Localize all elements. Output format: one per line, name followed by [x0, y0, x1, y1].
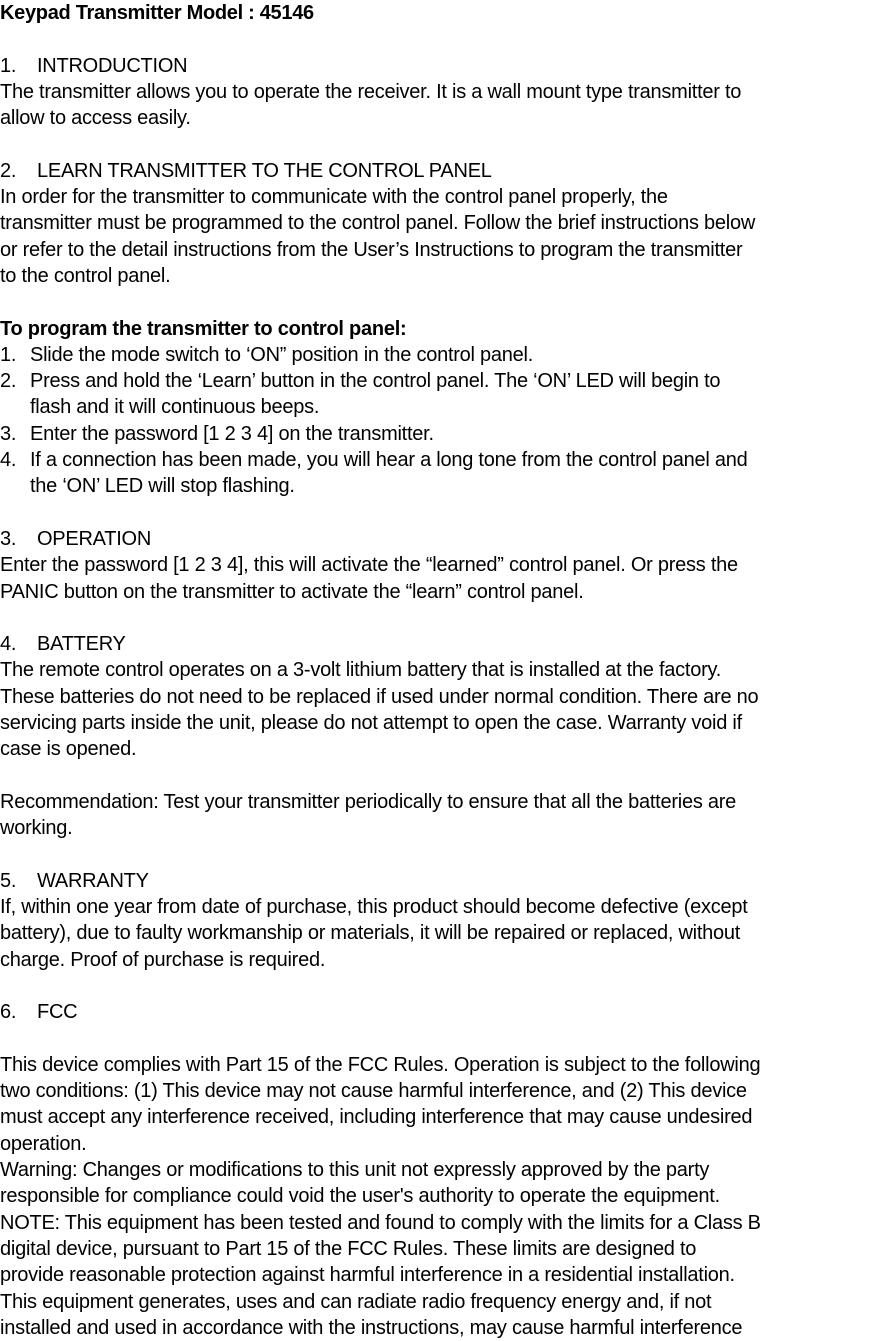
- recommendation-line: Recommendation: Test your transmitter periodically to ensure that all the batteries are: [0, 790, 737, 813]
- section-number: 3.: [0, 527, 17, 550]
- recommendation-line: working.: [0, 817, 73, 840]
- warranty-line: If, within one year from date of purchase, this product should become defective (except: [0, 896, 748, 919]
- operation-line: PANIC button on the transmitter to activate the “learn” control panel.: [0, 580, 584, 603]
- step-number: 4.: [0, 449, 17, 472]
- fcc-line: provide reasonable protection against harmful interference in a residential installation.: [0, 1264, 735, 1287]
- step-text: Slide the mode switch to ‘ON” position in the control panel.: [30, 343, 534, 366]
- intro-line: The transmitter allows you to operate the receiver. It is a wall mount type transmitter to: [0, 80, 742, 103]
- learn-line: or refer to the detail instructions from the User’s Instructions to program the transmitter: [0, 238, 743, 261]
- step-text: Press and hold the ‘Learn’ button in the control panel. The ‘ON’ LED will begin to: [30, 370, 721, 393]
- section-title: LEARN TRANSMITTER TO THE CONTROL PANEL: [37, 159, 492, 182]
- section-heading-operation: [0, 526, 895, 552]
- section-title: INTRODUCTION: [37, 54, 188, 77]
- program-step: [0, 447, 895, 473]
- section-title: BATTERY: [37, 633, 126, 656]
- section-heading-warranty: [0, 868, 895, 894]
- section-number: 4.: [0, 633, 17, 656]
- section-title: FCC: [37, 1001, 78, 1024]
- fcc-line: responsible for compliance could void the user's authority to operate the equipment.: [0, 1185, 720, 1208]
- fcc-line: This equipment generates, uses and can radiate radio frequency energy and, if not: [0, 1290, 712, 1313]
- section-number: 5.: [0, 869, 17, 892]
- step-text-continued: flash and it will continuous beeps.: [30, 396, 320, 419]
- program-subheading: To program the transmitter to control panel:: [0, 317, 407, 340]
- learn-line: transmitter must be programmed to the control panel. Follow the brief instructions below: [0, 212, 756, 235]
- fcc-line: digital device, pursuant to Part 15 of the FCC Rules. These limits are designed to: [0, 1237, 697, 1260]
- document-title: Keypad Transmitter Model : 45146: [0, 2, 314, 24]
- section-heading-battery: [0, 631, 895, 657]
- battery-line: The remote control operates on a 3-volt lithium battery that is installed at the factory.: [0, 659, 722, 682]
- step-text-continued: the ‘ON’ LED will stop flashing.: [30, 475, 295, 498]
- step-number: 3.: [0, 422, 17, 445]
- learn-line: to the control panel.: [0, 264, 171, 287]
- section-heading-learn: [0, 158, 895, 184]
- fcc-line: installed and used in accordance with the instructions, may cause harmful interference: [0, 1316, 743, 1339]
- section-number: 6.: [0, 1001, 17, 1024]
- step-text: If a connection has been made, you will hear a long tone from the control panel and: [30, 449, 748, 472]
- step-number: 1.: [0, 343, 17, 366]
- section-number: 1.: [0, 54, 17, 77]
- section-heading-fcc: [0, 999, 895, 1025]
- fcc-line: must accept any interference received, including interference that may cause undesired: [0, 1106, 753, 1129]
- fcc-line: Warning: Changes or modifications to this unit not expressly approved by the party: [0, 1159, 710, 1182]
- battery-line: These batteries do not need to be replaced if used under normal condition. There are no: [0, 685, 759, 708]
- section-title: OPERATION: [37, 527, 152, 550]
- section-title: WARRANTY: [37, 869, 149, 892]
- warranty-line: charge. Proof of purchase is required.: [0, 948, 326, 971]
- program-step: [0, 421, 895, 447]
- section-heading-introduction: [0, 53, 895, 79]
- fcc-line: NOTE: This equipment has been tested and found to comply with the limits for a Class B: [0, 1211, 761, 1234]
- operation-line: Enter the password [1 2 3 4], this will activate the “learned” control panel. Or press the: [0, 554, 738, 577]
- fcc-line: operation.: [0, 1132, 87, 1155]
- battery-line: case is opened.: [0, 738, 137, 761]
- program-step: [0, 368, 895, 394]
- learn-line: In order for the transmitter to communicate with the control panel properly, the: [0, 186, 668, 209]
- step-number: 2.: [0, 370, 17, 393]
- battery-line: servicing parts inside the unit, please do not attempt to open the case. Warranty void if: [0, 712, 742, 735]
- intro-line: allow to access easily.: [0, 107, 191, 130]
- fcc-line: two conditions: (1) This device may not cause harmful interference, and (2) This device: [0, 1080, 747, 1103]
- step-text: Enter the password [1 2 3 4] on the transmitter.: [30, 422, 434, 445]
- program-step: [0, 342, 895, 368]
- section-number: 2.: [0, 159, 17, 182]
- warranty-line: battery), due to faulty workmanship or materials, it will be repaired or replaced, without: [0, 922, 741, 945]
- fcc-line: This device complies with Part 15 of the FCC Rules. Operation is subject to the following: [0, 1053, 761, 1076]
